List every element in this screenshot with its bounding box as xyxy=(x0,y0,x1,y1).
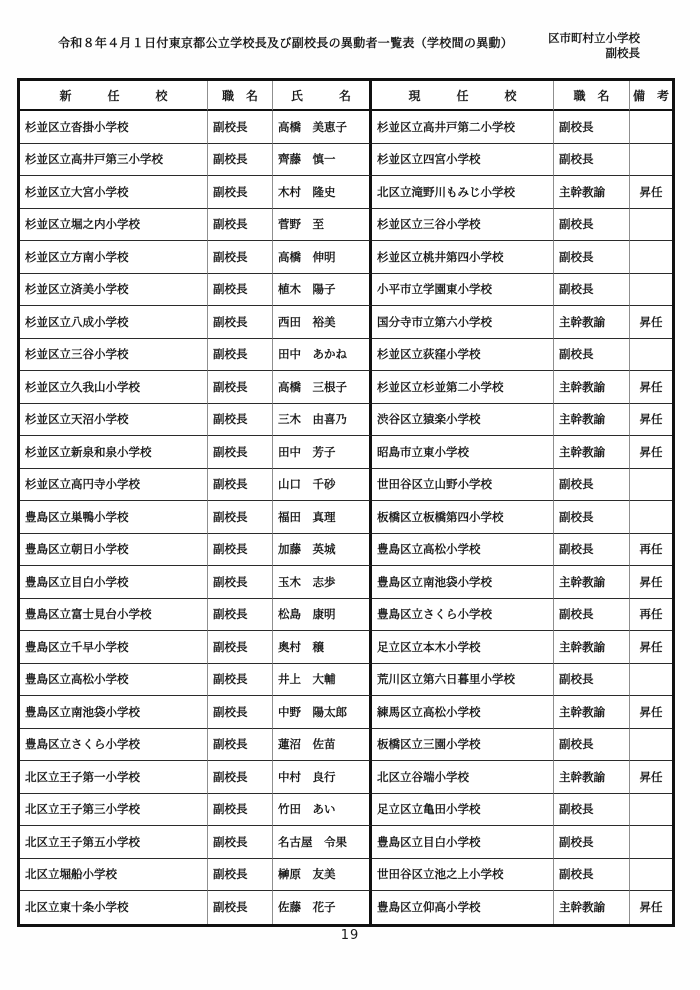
cell-note: 昇任 xyxy=(630,566,672,599)
cell-new-school: 北区立東十条小学校 xyxy=(20,891,208,924)
cell-new-school: 杉並区立大宮小学校 xyxy=(20,176,208,209)
header-note: 備 考 xyxy=(630,81,672,111)
cell-note: 昇任 xyxy=(630,404,672,437)
cell-note xyxy=(630,826,672,859)
cell-current-position: 主幹教諭 xyxy=(554,761,630,794)
cell-new-position: 副校長 xyxy=(208,891,273,924)
cell-current-position: 主幹教諭 xyxy=(554,436,630,469)
cell-name: 奥村 穣 xyxy=(273,631,372,664)
cell-note: 昇任 xyxy=(630,696,672,729)
cell-current-school: 杉並区立桃井第四小学校 xyxy=(372,241,554,274)
cell-current-position: 副校長 xyxy=(554,729,630,762)
table-row xyxy=(20,371,672,404)
cell-new-position: 副校長 xyxy=(208,209,273,242)
document-category xyxy=(548,31,640,60)
table-header-row xyxy=(20,81,672,111)
cell-new-school: 豊島区立さくら小学校 xyxy=(20,729,208,762)
cell-current-school: 練馬区立高松小学校 xyxy=(372,696,554,729)
cell-current-position: 副校長 xyxy=(554,599,630,632)
cell-name: 名古屋 令果 xyxy=(273,826,372,859)
cell-note xyxy=(630,729,672,762)
header-new-school: 新 任 校 xyxy=(20,81,208,111)
cell-current-position: 副校長 xyxy=(554,209,630,242)
table-row xyxy=(20,891,672,924)
cell-name: 高橋 伸明 xyxy=(273,241,372,274)
cell-name: 中野 陽太郎 xyxy=(273,696,372,729)
table-row xyxy=(20,566,672,599)
cell-current-position: 副校長 xyxy=(554,144,630,177)
cell-current-position: 主幹教諭 xyxy=(554,891,630,924)
cell-note xyxy=(630,144,672,177)
cell-name: 植木 陽子 xyxy=(273,274,372,307)
table-row xyxy=(20,696,672,729)
cell-current-school: 足立区立亀田小学校 xyxy=(372,794,554,827)
cell-new-position: 副校長 xyxy=(208,664,273,697)
cell-new-school: 杉並区立三谷小学校 xyxy=(20,339,208,372)
table-row xyxy=(20,176,672,209)
cell-name: 井上 大輔 xyxy=(273,664,372,697)
table-row xyxy=(20,209,672,242)
cell-current-position: 副校長 xyxy=(554,339,630,372)
cell-new-position: 副校長 xyxy=(208,469,273,502)
table-row xyxy=(20,664,672,697)
cell-new-school: 豊島区立南池袋小学校 xyxy=(20,696,208,729)
cell-note xyxy=(630,859,672,892)
cell-current-school: 足立区立本木小学校 xyxy=(372,631,554,664)
table-row xyxy=(20,729,672,762)
cell-current-school: 昭島市立東小学校 xyxy=(372,436,554,469)
cell-new-school: 北区立王子第三小学校 xyxy=(20,794,208,827)
table-row xyxy=(20,534,672,567)
table-row xyxy=(20,436,672,469)
cell-new-position: 副校長 xyxy=(208,599,273,632)
cell-current-position: 副校長 xyxy=(554,826,630,859)
cell-current-position: 主幹教諭 xyxy=(554,696,630,729)
cell-current-position: 主幹教諭 xyxy=(554,371,630,404)
cell-new-school: 豊島区立富士見台小学校 xyxy=(20,599,208,632)
cell-note xyxy=(630,501,672,534)
cell-current-school: 豊島区立南池袋小学校 xyxy=(372,566,554,599)
cell-new-position: 副校長 xyxy=(208,404,273,437)
cell-name: 蓮沼 佐苗 xyxy=(273,729,372,762)
cell-current-position: 副校長 xyxy=(554,534,630,567)
header-current-school: 現 任 校 xyxy=(372,81,554,111)
cell-new-school: 杉並区立沓掛小学校 xyxy=(20,111,208,144)
cell-current-school: 杉並区立高井戸第二小学校 xyxy=(372,111,554,144)
cell-note xyxy=(630,209,672,242)
cell-new-school: 杉並区立八成小学校 xyxy=(20,306,208,339)
table-row xyxy=(20,241,672,274)
cell-current-position: 副校長 xyxy=(554,469,630,502)
cell-current-school: 杉並区立荻窪小学校 xyxy=(372,339,554,372)
cell-note: 昇任 xyxy=(639,900,663,915)
cell-name: 高橋 三根子 xyxy=(273,371,372,404)
cell-new-position: 副校長 xyxy=(208,176,273,209)
cell-current-school: 世田谷区立池之上小学校 xyxy=(372,859,554,892)
cell-new-school: 豊島区立朝日小学校 xyxy=(20,534,208,567)
cell-note: 昇任 xyxy=(630,436,672,469)
document-title: 令和８年４月１日付東京都公立学校長及び副校長の異動者一覧表（学校間の異動） xyxy=(58,36,514,50)
cell-current-school: 荒川区立第六日暮里小学校 xyxy=(372,664,554,697)
cell-current-school: 豊島区立目白小学校 xyxy=(372,826,554,859)
cell-note: 再任 xyxy=(630,534,672,567)
cell-new-position: 副校長 xyxy=(208,436,273,469)
table-body xyxy=(20,111,672,924)
cell-current-position: 副校長 xyxy=(554,501,630,534)
cell-current-school: 豊島区立高松小学校 xyxy=(372,534,554,567)
cell-new-school: 杉並区立済美小学校 xyxy=(20,274,208,307)
table-row xyxy=(20,339,672,372)
header-new-position: 職 名 xyxy=(208,81,273,111)
cell-note: 昇任 xyxy=(630,631,672,664)
cell-note xyxy=(630,274,672,307)
table-row xyxy=(20,274,672,307)
cell-current-position: 主幹教諭 xyxy=(554,566,630,599)
category-school-type: 区市町村立小学校 xyxy=(548,31,640,45)
cell-new-position: 副校長 xyxy=(208,566,273,599)
cell-current-position: 主幹教諭 xyxy=(554,631,630,664)
cell-name: 菅野 至 xyxy=(273,209,372,242)
table-row xyxy=(20,859,672,892)
cell-new-position: 副校長 xyxy=(208,371,273,404)
cell-current-school: 豊島区立さくら小学校 xyxy=(372,599,554,632)
cell-note xyxy=(630,339,672,372)
cell-current-school: 杉並区立杉並第二小学校 xyxy=(372,371,554,404)
cell-new-school: 杉並区立久我山小学校 xyxy=(20,371,208,404)
cell-new-school: 北区立王子第一小学校 xyxy=(20,761,208,794)
cell-current-school: 豊島区立仰高小学校 xyxy=(372,891,554,924)
cell-new-position: 副校長 xyxy=(208,501,273,534)
cell-new-school: 杉並区立方南小学校 xyxy=(20,241,208,274)
table-row xyxy=(20,306,672,339)
cell-name: 佐藤 花子 xyxy=(273,891,372,924)
cell-current-position: 副校長 xyxy=(554,111,630,144)
cell-new-position: 副校長 xyxy=(208,761,273,794)
cell-current-position: 主幹教諭 xyxy=(554,404,630,437)
cell-current-school: 小平市立学園東小学校 xyxy=(372,274,554,307)
table-row xyxy=(20,111,672,144)
cell-note xyxy=(630,469,672,502)
cell-new-position: 副校長 xyxy=(208,729,273,762)
table-row xyxy=(20,404,672,437)
table-row xyxy=(20,469,672,502)
category-role: 副校長 xyxy=(605,45,640,60)
cell-current-school: 北区立谷端小学校 xyxy=(372,761,554,794)
cell-name: 西田 裕美 xyxy=(273,306,372,339)
cell-new-position: 副校長 xyxy=(208,111,273,144)
cell-new-school: 北区立堀船小学校 xyxy=(20,859,208,892)
cell-new-position: 副校長 xyxy=(208,859,273,892)
cell-note: 昇任 xyxy=(630,371,672,404)
table-row xyxy=(20,826,672,859)
cell-current-position: 主幹教諭 xyxy=(554,176,630,209)
cell-note: 昇任 xyxy=(630,761,672,794)
cell-new-school: 杉並区立新泉和泉小学校 xyxy=(20,436,208,469)
table-row xyxy=(20,599,672,632)
cell-name: 山口 千砂 xyxy=(273,469,372,502)
cell-new-school: 豊島区立巣鴨小学校 xyxy=(20,501,208,534)
cell-note xyxy=(630,794,672,827)
cell-name: 木村 隆史 xyxy=(273,176,372,209)
cell-current-school: 板橋区立板橋第四小学校 xyxy=(372,501,554,534)
page-number: 19 xyxy=(340,928,360,943)
cell-name: 高橋 美恵子 xyxy=(273,111,372,144)
cell-current-school: 板橋区立三園小学校 xyxy=(372,729,554,762)
cell-new-position: 副校長 xyxy=(208,794,273,827)
cell-current-position: 副校長 xyxy=(554,274,630,307)
transfer-table xyxy=(17,78,675,927)
cell-name: 加藤 英城 xyxy=(273,534,372,567)
cell-new-school: 豊島区立千早小学校 xyxy=(20,631,208,664)
cell-name: 田中 あかね xyxy=(273,339,372,372)
cell-name: 中村 良行 xyxy=(273,761,372,794)
header-name: 氏 名 xyxy=(273,81,372,111)
header-current-position: 職 名 xyxy=(554,81,630,111)
cell-name: 玉木 志歩 xyxy=(273,566,372,599)
table-row xyxy=(20,501,672,534)
cell-current-position: 副校長 xyxy=(554,859,630,892)
cell-new-school: 杉並区立高円寺小学校 xyxy=(20,469,208,502)
cell-new-school: 杉並区立高井戸第三小学校 xyxy=(20,144,208,177)
cell-current-school: 杉並区立三谷小学校 xyxy=(372,209,554,242)
table-row xyxy=(20,631,672,664)
cell-new-school: 豊島区立目白小学校 xyxy=(20,566,208,599)
cell-new-position: 副校長 xyxy=(208,274,273,307)
cell-new-school: 杉並区立天沼小学校 xyxy=(20,404,208,437)
cell-current-position: 副校長 xyxy=(554,241,630,274)
cell-new-position: 副校長 xyxy=(208,306,273,339)
cell-new-position: 副校長 xyxy=(208,826,273,859)
cell-new-position: 副校長 xyxy=(208,534,273,567)
cell-note xyxy=(630,111,672,144)
cell-name: 齊藤 慎一 xyxy=(273,144,372,177)
cell-current-school: 国分寺市立第六小学校 xyxy=(372,306,554,339)
cell-current-school: 北区立滝野川もみじ小学校 xyxy=(372,176,554,209)
table-row xyxy=(20,794,672,827)
cell-current-school: 杉並区立四宮小学校 xyxy=(372,144,554,177)
cell-current-position: 副校長 xyxy=(554,664,630,697)
cell-note xyxy=(630,664,672,697)
cell-new-position: 副校長 xyxy=(208,631,273,664)
cell-name: 田中 芳子 xyxy=(273,436,372,469)
cell-note: 昇任 xyxy=(630,176,672,209)
cell-new-school: 杉並区立堀之内小学校 xyxy=(20,209,208,242)
cell-new-school: 豊島区立高松小学校 xyxy=(20,664,208,697)
cell-name: 福田 真理 xyxy=(273,501,372,534)
cell-new-school: 北区立王子第五小学校 xyxy=(20,826,208,859)
cell-new-position: 副校長 xyxy=(208,241,273,274)
cell-name: 榊原 友美 xyxy=(273,859,372,892)
cell-new-position: 副校長 xyxy=(208,339,273,372)
cell-current-position: 主幹教諭 xyxy=(554,306,630,339)
cell-current-position: 副校長 xyxy=(554,794,630,827)
cell-note: 再任 xyxy=(630,599,672,632)
cell-new-position: 副校長 xyxy=(208,144,273,177)
cell-note: 昇任 xyxy=(630,306,672,339)
cell-current-school: 渋谷区立猿楽小学校 xyxy=(372,404,554,437)
table-row xyxy=(20,761,672,794)
cell-note xyxy=(630,241,672,274)
cell-name: 竹田 あい xyxy=(273,794,372,827)
table-row xyxy=(20,144,672,177)
cell-new-position: 副校長 xyxy=(208,696,273,729)
cell-name: 松島 康明 xyxy=(273,599,372,632)
cell-name: 三木 由喜乃 xyxy=(273,404,372,437)
cell-current-school: 世田谷区立山野小学校 xyxy=(372,469,554,502)
